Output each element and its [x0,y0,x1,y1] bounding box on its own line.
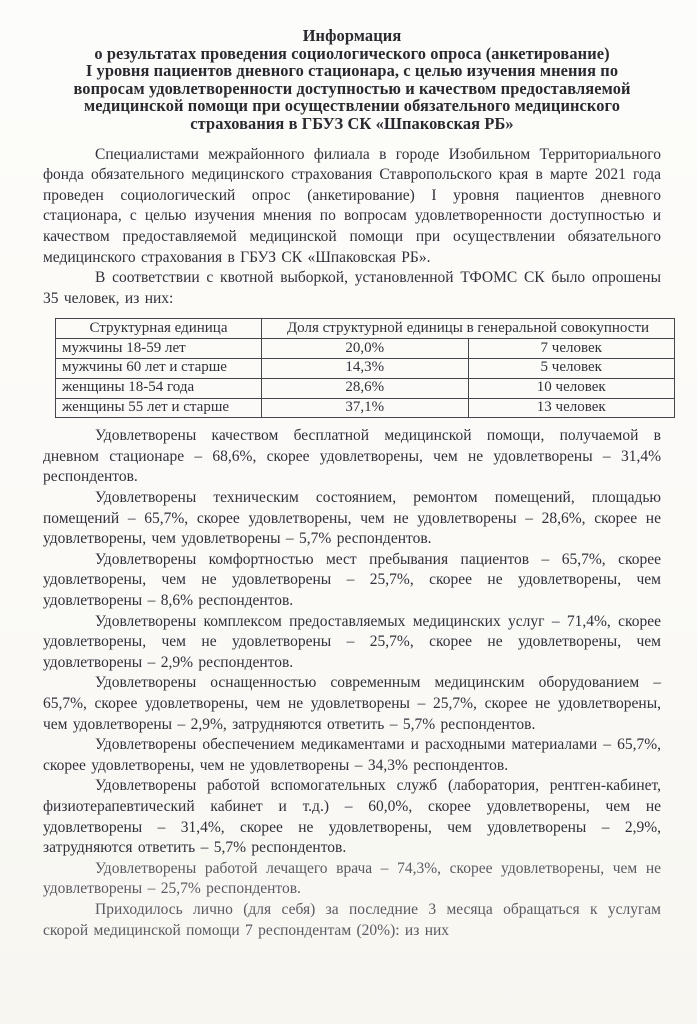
document-title [43,27,661,133]
intro-paragraph-2: В соответствии с квотной выборкой, установленной ТФОМС СК было опрошены 35 человек, из них: [43,269,661,307]
table-cell-share: 20,0% [262,339,469,359]
survey-result-paragraph-equipment: Удовлетворены оснащенностью современным медицинским оборудованием – 65,7%, скорее удовлетворены, чем не удовлетворены – 25,7%, скорее не удовлетворены, чем удовлетворены – 2,9%, затрудняются ответить – 5,7% респондентов. [43,674,661,733]
table-cell-count: 5 человек [468,358,675,378]
table-row [56,358,675,378]
table-row [56,378,675,398]
survey-result-paragraph-services: Удовлетворены комплексом предоставляемых медицинских услуг – 71,4%, скорее удовлетворены, чем не удовлетворены – 25,7%, скорее не удовлетворены, чем удовлетворены – 2,9% респондентов. [43,612,661,671]
table-row [56,339,675,359]
quota-sample-table [55,318,675,418]
title-line-1: Информация [302,26,402,45]
table-cell-label: мужчины 60 лет и старше [56,358,262,378]
table-cell-share: 28,6% [262,378,469,398]
table-cell-share: 14,3% [262,358,469,378]
survey-result-paragraph-ambulance: Приходилось лично (для себя) за последние 3 месяца обращаться к услугам скорой медицинской помощи 7 респондентам (20%): из них [43,900,661,939]
table-cell-count: 10 человек [468,378,675,398]
table-cell-share: 37,1% [262,398,469,418]
survey-result-paragraph-quality: Удовлетворены качеством бесплатной медицинской помощи, получаемой в дневном стационаре – 68,6%, скорее удовлетворены, чем не удовлетворены – 31,4% респондентов. [43,427,661,486]
table-cell-label: мужчины 18-59 лет [56,339,262,359]
title-line-6: страхования в ГБУЗ СК «Шпаковская РБ» [190,113,514,133]
table-cell-count: 7 человек [468,339,675,359]
table-cell-count: 13 человек [468,398,675,418]
title-line-3: I уровня пациентов дневного стационара, с целью изучения мнения по [85,61,619,81]
table-header-share: Доля структурной единицы в генеральной совокупности [262,319,675,339]
title-line-4: вопросам удовлетворенности доступностью и качеством предоставляемой [73,78,631,98]
intro-paragraph-1: Специалистами межрайонного филиала в городе Изобильном Территориального фонда обязательного медицинского страхования Ставропольского края в марте 2021 года проведен социологический опрос (анкетирование) I уровня пациентов дневного стационара, с целью изучения мнения по вопросам удовлетворенности доступностью и качеством предоставляемой медицинской помощи при осуществлении обязательного медицинского страхования в ГБУЗ СК «Шпаковская РБ». [43,145,661,266]
survey-result-paragraph-premises: Удовлетворены техническим состоянием, ремонтом помещений, площадью помещений – 65,7%, скорее удовлетворены, чем не удовлетворены – 28,6%, скорее не удовлетворены, чем удовлетворены – 5,7% респондентов. [43,489,661,548]
table-cell-label: женщины 18-54 года [56,378,262,398]
table-header-structural-unit: Структурная единица [56,319,262,339]
title-line-2: о результатах проведения социологического опроса (анкетирование) [94,43,610,63]
document-content [43,27,661,941]
table-header-row [56,319,675,339]
survey-result-paragraph-doctor: Удовлетворены работой лечащего врача – 74,3%, скорее удовлетворены, чем не удовлетворены – 25,7% респондентов. [43,859,661,898]
table-cell-label: женщины 55 лет и старше [56,398,262,418]
table-row [56,398,675,418]
survey-result-paragraph-medications: Удовлетворены обеспечением медикаментами и расходными материалами – 65,7%, скорее удовлетворены, чем не удовлетворены – 34,3% респондентов. [43,736,661,774]
survey-result-paragraph-comfort: Удовлетворены комфортностью мест пребывания пациентов – 65,7%, скорее удовлетворены, чем не удовлетворены – 25,7%, скорее не удовлетворены, чем удовлетворены – 8,6% респондентов. [43,550,661,610]
survey-result-paragraph-support-units: Удовлетворены работой вспомогательных служб (лаборатория, рентген-кабинет, физиотерапевтический кабинет и т.д.) – 60,0%, скорее удовлетворены, чем не удовлетворены – 31,4%, скорее не удовлетворены, чем удовлетворены – 2,9%, затрудняются ответить – 5,7% респондентов. [43,777,661,857]
title-line-5: медицинской помощи при осуществлении обязательного медицинского [84,96,620,116]
